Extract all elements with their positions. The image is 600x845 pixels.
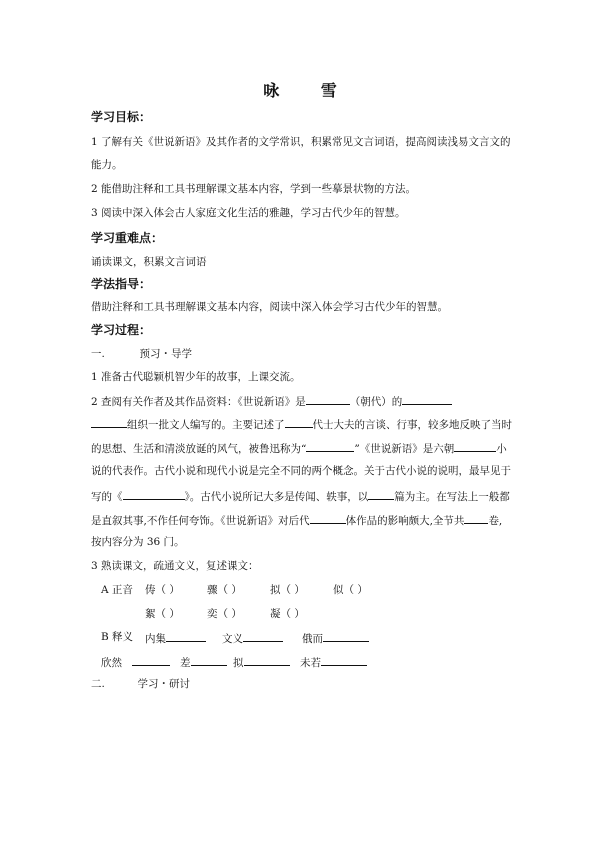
pron-item: 凝（ ） <box>270 608 305 620</box>
task-2-text: 2 查阅有关作者及其作品资料：《世说新语》是 <box>91 396 306 408</box>
goal-item-1b: 能力。 <box>91 159 123 171</box>
task-2-line-5 <box>91 488 510 504</box>
goal-item-3: 3 阅读中深入体会古人家庭文化生活的雅趣，学习古代少年的智慧。 <box>91 207 406 219</box>
page-title: 咏 雪 <box>263 81 355 100</box>
task-2-text: 篇为主。在写法上一般都 <box>394 491 510 503</box>
goal-item-1a: 1 了解有关《世说新语》及其作者的文学常识，积累常见文言词语，提高阅读浅易文言文的 <box>91 136 511 148</box>
meaning-word: 差 <box>180 657 191 669</box>
task-2-text: 代士大夫的言谈、行事，较多地反映了当时 <box>312 419 512 431</box>
blank-field[interactable] <box>310 512 346 524</box>
task-2-text: ”《世说新语》是六朝 <box>354 443 455 455</box>
blank-field[interactable] <box>306 440 354 452</box>
task-1: 1 准备古代聪颖机智少年的故事，上课交流。 <box>91 371 301 383</box>
meaning-word: 拟 <box>233 657 244 669</box>
blank-field[interactable] <box>285 416 313 428</box>
part2-header <box>91 677 190 691</box>
blank-field[interactable] <box>244 654 290 666</box>
part1-header <box>91 347 192 361</box>
meaning-item <box>300 654 367 670</box>
task-2-line-3 <box>91 440 507 456</box>
goal-item-2: 2 能借助注释和工具书理解课文基本内容，学到一些摹景状物的方法。 <box>91 183 417 195</box>
blank-field[interactable] <box>243 630 283 642</box>
method-heading: 学法指导： <box>91 277 152 291</box>
task-2-text: 体作品的影响颇大,全节共 <box>345 515 465 527</box>
meaning-word: 内集 <box>145 633 166 645</box>
pron-item: 俦（ ） <box>145 584 180 596</box>
part1-number: 一. <box>91 348 105 360</box>
task-2-line-4: 说的代表作。古代小说和现代小说是完全不同的两个概念。关于古代小说的说明，最早见于 <box>91 465 511 477</box>
part2-title: 学习・研讨 <box>137 678 191 690</box>
blank-field[interactable] <box>91 416 127 428</box>
key-points-text: 诵读课文，积累文言词语 <box>91 256 207 268</box>
pron-item: 似（ ） <box>333 584 368 596</box>
meaning-item <box>302 630 369 646</box>
blank-field[interactable] <box>464 512 488 524</box>
blank-field[interactable] <box>368 488 394 500</box>
task-2-line-7: 按内容分为 36 门。 <box>91 536 185 548</box>
task-2-text: 是直叙其事,不作任何夸饰。《世说新语》对后代 <box>91 515 310 527</box>
task-2-text: 的思想、生活和清淡放诞的风气，被鲁迅称为“ <box>91 443 307 455</box>
task-2-line-1 <box>91 393 452 409</box>
meaning-word: 欣然 <box>101 657 122 669</box>
pron-item: 拟（ ） <box>270 584 305 596</box>
part2-number: 二. <box>91 678 105 690</box>
task-2-text: 卷, <box>488 515 503 527</box>
blank-field[interactable] <box>402 393 452 405</box>
pron-item: 骤（ ） <box>207 584 242 596</box>
meaning-item <box>233 654 290 670</box>
pron-item: 奕（ ） <box>207 608 242 620</box>
blank-field[interactable] <box>306 393 350 405</box>
task-3: 3 熟读课文，疏通文义，复述课文： <box>91 560 259 572</box>
task-2-line-6 <box>91 512 502 528</box>
meaning-label: B 释义 <box>101 631 134 643</box>
meaning-item <box>101 654 170 670</box>
meaning-word: 未若 <box>300 657 321 669</box>
goals-heading: 学习目标： <box>91 110 152 124</box>
blank-field[interactable] <box>123 488 185 500</box>
task-2-line-2 <box>91 416 512 432</box>
meaning-item <box>145 630 206 646</box>
blank-field[interactable] <box>166 630 206 642</box>
meaning-item <box>222 630 283 646</box>
method-text: 借助注释和工具书理解课文基本内容，阅读中深入体会学习古代少年的智慧。 <box>91 301 448 313</box>
task-2-text: 小 <box>496 443 507 455</box>
blank-field[interactable] <box>323 630 369 642</box>
meaning-item <box>180 654 227 670</box>
part1-title: 预习・导学 <box>139 348 193 360</box>
meaning-word: 文义 <box>222 633 243 645</box>
blank-field[interactable] <box>454 440 496 452</box>
blank-field[interactable] <box>321 654 367 666</box>
task-2-text: 组织一批文人编写的。主要记述了 <box>127 419 285 431</box>
meaning-word: 俄而 <box>302 633 323 645</box>
task-2-text: 》。古代小说所记大多是传闻、轶事，以 <box>184 491 369 503</box>
key-points-heading: 学习重难点： <box>91 231 164 245</box>
pron-item: 絮（ ） <box>145 608 180 620</box>
process-heading: 学习过程： <box>91 323 152 337</box>
blank-field[interactable] <box>191 654 227 666</box>
task-2-text: （朝代）的 <box>349 396 403 408</box>
pron-label: A 正音 <box>101 584 133 596</box>
task-2-text: 写的《 <box>91 491 123 503</box>
blank-field[interactable] <box>132 654 170 666</box>
